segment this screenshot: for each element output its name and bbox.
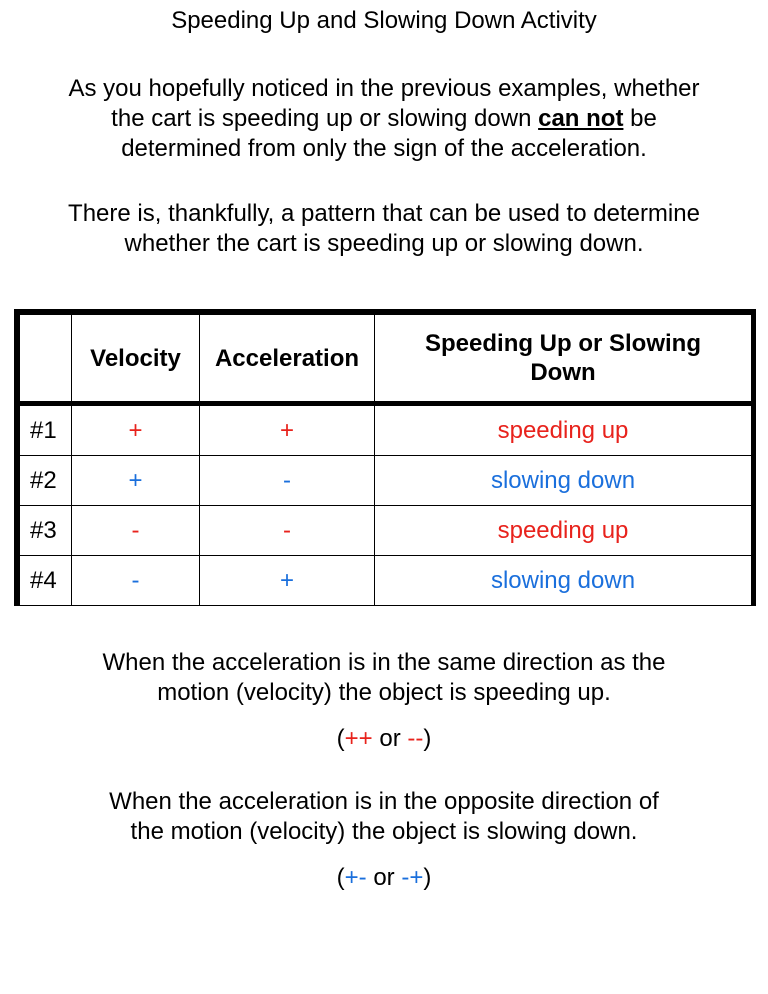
pattern-plus-minus: +- <box>344 864 367 891</box>
intro-paragraph <box>0 74 768 164</box>
velocity-sign: + <box>72 404 200 456</box>
pattern-minus-plus: -+ <box>401 864 424 891</box>
velocity-sign: + <box>72 456 200 506</box>
motion-result: slowing down <box>375 456 752 506</box>
acceleration-sign: + <box>200 404 375 456</box>
row-id: #1 <box>20 404 72 456</box>
motion-table <box>19 314 752 606</box>
motion-table-frame <box>14 309 756 606</box>
intro-line-1: As you hopefully noticed in the previous examples, whether <box>68 75 700 102</box>
pattern-minus-minus: -- <box>407 725 424 752</box>
motion-result: slowing down <box>375 556 752 606</box>
table-row <box>20 404 752 456</box>
velocity-sign: - <box>72 506 200 556</box>
header-result-line-1: Speeding Up or Slowing <box>425 330 701 357</box>
motion-result: speeding up <box>375 404 752 456</box>
same-direction-note <box>0 648 768 708</box>
acceleration-sign: - <box>200 456 375 506</box>
header-result <box>375 315 752 404</box>
header-acceleration: Acceleration <box>200 315 375 404</box>
row-id: #4 <box>20 556 72 606</box>
pattern-open-paren: ( <box>336 725 345 752</box>
pattern-open-paren: ( <box>336 864 345 891</box>
slowing-down-pattern <box>0 863 768 893</box>
table-row <box>20 506 752 556</box>
pattern-intro-line-1: There is, thankfully, a pattern that can be used to determine <box>68 200 700 227</box>
pattern-plus-plus: ++ <box>344 725 373 752</box>
header-result-line-2: Down <box>530 359 596 386</box>
acceleration-sign: + <box>200 556 375 606</box>
intro-line-3: determined from only the sign of the acceleration. <box>121 135 647 162</box>
header-blank <box>20 315 72 404</box>
table-row <box>20 456 752 506</box>
page-title: Speeding Up and Slowing Down Activity <box>171 7 597 34</box>
pattern-or: or <box>372 725 408 752</box>
table-header-row <box>20 315 752 404</box>
opposite-direction-line-2: the motion (velocity) the object is slowing down. <box>130 818 638 845</box>
opposite-direction-line-1: When the acceleration is in the opposite direction of <box>109 788 659 815</box>
pattern-intro-line-2: whether the cart is speeding up or slowing down. <box>124 230 644 257</box>
table-row <box>20 556 752 606</box>
opposite-direction-note <box>0 787 768 847</box>
pattern-close-paren: ) <box>423 725 432 752</box>
speeding-up-pattern <box>0 724 768 754</box>
header-velocity: Velocity <box>72 315 200 404</box>
intro-line-2-start: the cart is speeding up or slowing down <box>111 105 539 132</box>
pattern-intro-paragraph <box>0 199 768 259</box>
pattern-or: or <box>366 864 402 891</box>
pattern-close-paren: ) <box>423 864 432 891</box>
row-id: #2 <box>20 456 72 506</box>
same-direction-line-1: When the acceleration is in the same direction as the <box>102 649 666 676</box>
velocity-sign: - <box>72 556 200 606</box>
intro-line-2 <box>0 104 768 134</box>
row-id: #3 <box>20 506 72 556</box>
intro-line-2-end: be <box>623 105 657 132</box>
emphasis-can-not: can not <box>538 105 624 132</box>
acceleration-sign: - <box>200 506 375 556</box>
motion-result: speeding up <box>375 506 752 556</box>
same-direction-line-2: motion (velocity) the object is speeding up. <box>157 679 611 706</box>
